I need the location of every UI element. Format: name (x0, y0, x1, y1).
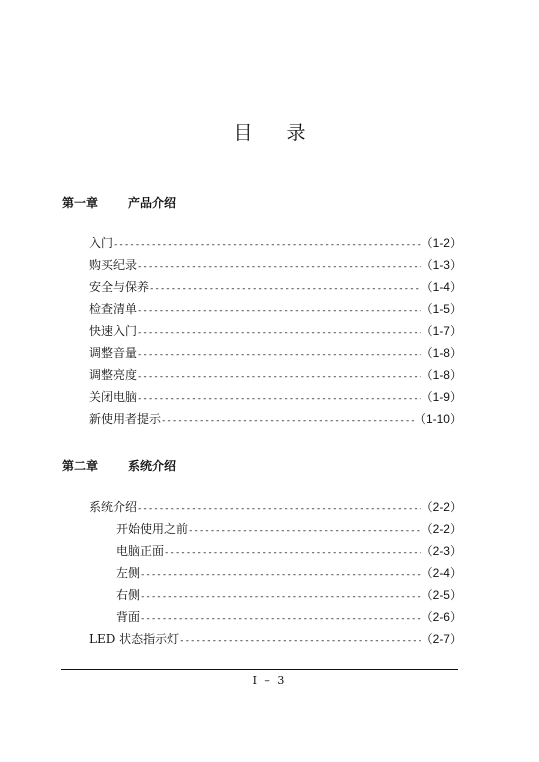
toc-entry[interactable] (89, 321, 462, 341)
toc-entry-label: 购买纪录 (89, 258, 138, 272)
toc-entry-label: 背面 (116, 610, 141, 624)
toc-entry-page: （1-8） (420, 346, 462, 360)
dot-leader (188, 521, 421, 541)
toc-entry[interactable] (89, 277, 462, 297)
toc-entry[interactable] (116, 563, 462, 583)
dot-leader (137, 257, 421, 277)
toc-entry-page: （2-2） (420, 500, 462, 514)
chapter-name: 产品介绍 (128, 196, 177, 210)
dot-leader (137, 499, 421, 519)
dot-leader (140, 587, 421, 607)
dot-leader (137, 367, 421, 387)
dot-leader (140, 565, 421, 585)
toc-entry[interactable] (89, 497, 462, 517)
dot-leader (140, 609, 421, 629)
toc-entry-page: （2-7） (420, 632, 462, 646)
toc-entry-label: 调整音量 (89, 346, 138, 360)
toc-entry[interactable] (89, 409, 462, 429)
toc-entry[interactable] (116, 519, 462, 539)
footer-page-number: I – 3 (252, 674, 287, 687)
toc-entry-page: （1-2） (420, 236, 462, 250)
chapter-2-heading (62, 457, 176, 474)
toc-entry[interactable] (89, 387, 462, 407)
toc-entry-label: 安全与保养 (89, 280, 150, 294)
toc-entry-label: 调整亮度 (89, 368, 138, 382)
toc-entry-page: （1-3） (420, 258, 462, 272)
toc-entry-label: 系统介绍 (89, 500, 138, 514)
toc-entry[interactable] (89, 299, 462, 319)
toc-entry-page: （1-7） (420, 324, 462, 338)
toc-entry-page: （2-6） (420, 610, 462, 624)
footer-divider (61, 669, 458, 670)
chapter-1-heading (62, 194, 176, 211)
toc-entry-page: （1-8） (420, 368, 462, 382)
toc-entry-label: 关闭电脑 (89, 390, 138, 404)
dot-leader (137, 323, 421, 343)
toc-entry-page: （1-10） (413, 412, 462, 426)
dot-leader (149, 279, 421, 299)
dot-leader (164, 543, 421, 563)
toc-entry-label: LED 状态指示灯 (89, 632, 180, 646)
toc-entry-page: （2-4） (420, 566, 462, 580)
toc-entry-label: 检查清单 (89, 302, 138, 316)
chapter-number: 第二章 (62, 459, 99, 473)
dot-leader (137, 345, 421, 365)
page-title: 目 录 (233, 122, 320, 144)
chapter-number: 第一章 (62, 196, 99, 210)
toc-entry-label: 开始使用之前 (116, 522, 189, 536)
dot-leader (137, 301, 421, 321)
dot-leader (161, 411, 414, 431)
toc-entry-page: （2-5） (420, 588, 462, 602)
toc-entry-page: （2-3） (420, 544, 462, 558)
dot-leader (137, 389, 421, 409)
toc-entry-page: （1-9） (420, 390, 462, 404)
toc-entry-page: （2-2） (420, 522, 462, 536)
toc-entry[interactable] (89, 255, 462, 275)
toc-entry-label: 入门 (89, 236, 114, 250)
dot-leader (179, 631, 420, 651)
chapter-name: 系统介绍 (128, 459, 177, 473)
toc-entry[interactable] (89, 365, 462, 385)
toc-entry[interactable] (89, 343, 462, 363)
toc-entry[interactable] (116, 607, 462, 627)
toc-entry[interactable] (89, 233, 462, 253)
dot-leader (113, 235, 421, 255)
toc-entry-label: 新使用者提示 (89, 412, 162, 426)
toc-entry-page: （1-4） (420, 280, 462, 294)
toc-entry[interactable] (116, 541, 462, 561)
toc-entry[interactable] (89, 629, 462, 649)
toc-entry-page: （1-5） (420, 302, 462, 316)
toc-entry-label: 电脑正面 (116, 544, 165, 558)
toc-entry[interactable] (116, 585, 462, 605)
toc-entry-label: 左侧 (116, 566, 141, 580)
toc-entry-label: 右侧 (116, 588, 141, 602)
toc-entry-label: 快速入门 (89, 324, 138, 338)
